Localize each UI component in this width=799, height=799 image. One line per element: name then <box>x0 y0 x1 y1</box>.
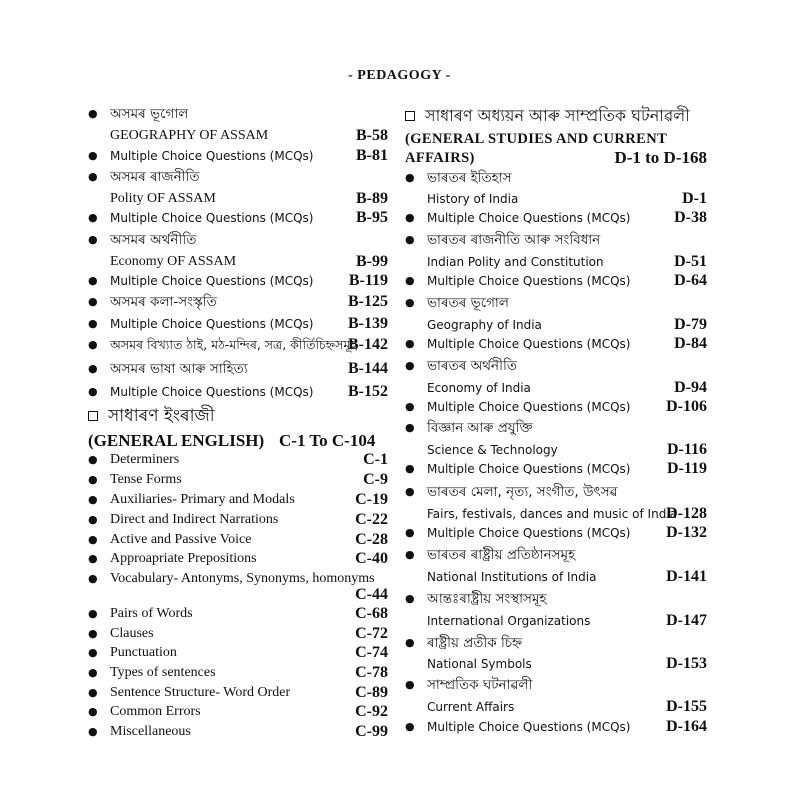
bullet-icon: ● <box>88 513 98 526</box>
toc-entry <box>88 549 388 569</box>
bullet-icon: ● <box>88 686 98 699</box>
entry-label: History of India <box>427 192 519 206</box>
toc-entry <box>88 569 388 603</box>
bullet-icon: ● <box>405 462 415 475</box>
entry-page: B-99 <box>356 253 388 270</box>
toc-entry <box>405 315 707 335</box>
entry-page: D-84 <box>674 335 707 352</box>
entry-label: Vocabulary- Antonyms, Synonyms, homonyms <box>110 571 375 586</box>
entry-label: Multiple Choice Questions (MCQs) <box>427 462 631 476</box>
entry-page: B-89 <box>356 190 388 207</box>
toc-topic <box>88 167 388 187</box>
section-title <box>405 104 707 128</box>
bullet-icon: ● <box>88 493 98 506</box>
section-title-en-line2: AFFAIRS) <box>405 150 475 166</box>
entry-page: C-1 <box>363 451 388 468</box>
section-title-bn: সাধাৰণ ইংৰাজী <box>108 406 215 426</box>
toc-topic <box>88 230 388 250</box>
toc-entry <box>405 567 707 587</box>
toc-entry <box>88 189 388 209</box>
toc-entry <box>88 702 388 722</box>
section-range: C-1 To C-104 <box>279 431 376 450</box>
entry-page: D-1 <box>682 190 707 207</box>
bullet-icon: ● <box>88 646 98 659</box>
entry-label: Direct and Indirect Narrations <box>110 512 279 527</box>
bullet-icon: ● <box>405 359 415 372</box>
bullet-icon: ● <box>405 233 415 246</box>
toc-entry <box>405 440 707 460</box>
entry-label: Auxiliaries- Primary and Modals <box>110 492 295 507</box>
entry-label: Multiple Choice Questions (MCQs) <box>427 211 631 225</box>
section-subtitle <box>405 148 707 170</box>
entry-page: D-94 <box>674 379 707 396</box>
entry-page: B-142 <box>348 336 388 353</box>
bullet-icon: ● <box>405 296 415 309</box>
bullet-icon: ● <box>88 627 98 640</box>
bullet-icon: ● <box>405 171 415 184</box>
bullet-icon: ● <box>88 149 98 162</box>
toc-topic <box>405 356 707 376</box>
toc-entry <box>88 470 388 490</box>
bullet-icon: ● <box>88 170 98 183</box>
entry-label: Multiple Choice Questions (MCQs) <box>110 211 314 225</box>
entry-label: Economy of India <box>427 381 531 395</box>
checkbox-square-icon <box>405 111 415 121</box>
entry-page: C-68 <box>355 605 388 622</box>
entry-label: অসমৰ কলা-সংস্কৃতি <box>110 294 217 310</box>
entry-page: B-125 <box>348 293 388 310</box>
toc-topic <box>405 545 707 565</box>
toc-entry <box>88 359 388 379</box>
toc-entry <box>88 208 388 228</box>
topic-bn: সাম্প্ৰতিক ঘটনাৱলী <box>427 677 533 693</box>
toc-entry <box>405 697 707 717</box>
entry-page: D-155 <box>666 698 707 715</box>
toc-topic <box>88 104 388 124</box>
bullet-icon: ● <box>88 211 98 224</box>
entry-page: C-99 <box>355 723 388 740</box>
entry-label: অসমৰ ভাষা আৰু সাহিত্য <box>110 361 248 377</box>
entry-label: Multiple Choice Questions (MCQs) <box>427 274 631 288</box>
bullet-icon: ● <box>405 636 415 649</box>
toc-entry <box>405 271 707 291</box>
topic-bn: অসমৰ ভূগোল <box>110 106 189 122</box>
topic-bn: আন্তঃৰাষ্ট্ৰীয় সংস্থাসমূহ <box>427 591 547 607</box>
entry-page: C-19 <box>355 491 388 508</box>
topic-bn: ভাৰতৰ ভূগোল <box>427 295 509 311</box>
entry-page: B-119 <box>348 272 388 289</box>
topic-bn: ভাৰতৰ অৰ্থনীতি <box>427 358 517 374</box>
entry-page: C-89 <box>355 684 388 701</box>
bullet-icon: ● <box>405 274 415 287</box>
toc-entry <box>88 663 388 683</box>
entry-page: C-74 <box>355 644 388 661</box>
bullet-icon: ● <box>88 572 98 585</box>
bullet-icon: ● <box>88 233 98 246</box>
bullet-icon: ● <box>88 385 98 398</box>
page-header: - PEDAGOGY - <box>348 68 451 83</box>
entry-label: Polity OF ASSAM <box>110 191 216 206</box>
entry-page: C-92 <box>355 703 388 720</box>
entry-page: D-79 <box>674 316 707 333</box>
toc-entry <box>88 252 388 272</box>
entry-page: C-72 <box>355 625 388 642</box>
entry-label: Multiple Choice Questions (MCQs) <box>110 317 314 331</box>
entry-label: National Institutions of India <box>427 570 597 584</box>
toc-entry <box>405 189 707 209</box>
toc-entry <box>88 382 388 402</box>
toc-entry <box>405 252 707 272</box>
bullet-icon: ● <box>405 526 415 539</box>
topic-bn: অসমৰ অৰ্থনীতি <box>110 232 197 248</box>
bullet-icon: ● <box>405 485 415 498</box>
bullet-icon: ● <box>88 295 98 308</box>
toc-entry <box>88 722 388 742</box>
bullet-icon: ● <box>405 400 415 413</box>
section-subtitle <box>405 129 707 149</box>
entry-page: C-78 <box>355 664 388 681</box>
bullet-icon: ● <box>88 274 98 287</box>
entry-page: B-95 <box>356 209 388 226</box>
entry-page: D-128 <box>666 505 707 522</box>
topic-bn: অসমৰ ৰাজনীতি <box>110 169 200 185</box>
bullet-icon: ● <box>88 362 98 375</box>
entry-label: Approapriate Prepositions <box>110 551 257 566</box>
entry-page: D-141 <box>666 568 707 585</box>
toc-entry <box>88 292 388 312</box>
entry-label: National Symbols <box>427 657 532 671</box>
entry-label: Determiners <box>110 452 180 467</box>
toc-entry <box>405 504 707 524</box>
topic-bn: বিজ্ঞান আৰু প্ৰযুক্তি <box>427 420 533 436</box>
entry-page: D-119 <box>667 460 707 477</box>
checkbox-square-icon <box>88 411 98 421</box>
toc-entry <box>405 459 707 479</box>
topic-bn: ভাৰতৰ মেলা, নৃত্য, সংগীত, উৎসৱ <box>427 484 618 500</box>
entry-label: Current Affairs <box>427 700 515 714</box>
entry-page: B-144 <box>348 360 388 377</box>
toc-entry <box>405 334 707 354</box>
entry-page: D-164 <box>666 718 707 735</box>
toc-topic <box>405 230 707 250</box>
toc-entry <box>88 490 388 510</box>
toc-entry <box>405 397 707 417</box>
entry-page: B-58 <box>356 127 388 144</box>
entry-label: Common Errors <box>110 704 201 719</box>
entry-label: Clauses <box>110 626 154 641</box>
entry-label: Indian Polity and Constitution <box>427 255 604 269</box>
toc-topic <box>405 589 707 609</box>
bullet-icon: ● <box>88 607 98 620</box>
entry-label: Science & Technology <box>427 443 558 457</box>
entry-label: Multiple Choice Questions (MCQs) <box>427 720 631 734</box>
bullet-icon: ● <box>88 338 98 351</box>
entry-page: C-28 <box>355 531 388 548</box>
toc-entry <box>88 146 388 166</box>
toc-entry <box>88 624 388 644</box>
topic-bn: ভাৰতৰ ৰাষ্ট্ৰীয় প্ৰতিষ্ঠানসমূহ <box>427 547 576 563</box>
bullet-icon: ● <box>405 421 415 434</box>
bullet-icon: ● <box>405 678 415 691</box>
entry-page: D-64 <box>674 272 707 289</box>
entry-label: Geography of India <box>427 318 542 332</box>
bullet-icon: ● <box>88 533 98 546</box>
section-title-en: (GENERAL ENGLISH) <box>88 431 265 450</box>
entry-label: Multiple Choice Questions (MCQs) <box>427 400 631 414</box>
bullet-icon: ● <box>88 725 98 738</box>
toc-topic <box>405 675 707 695</box>
bullet-icon: ● <box>88 317 98 330</box>
topic-bn: ৰাষ্ট্ৰীয় প্ৰতীক চিহ্ন <box>427 635 523 651</box>
bullet-icon: ● <box>88 107 98 120</box>
toc-entry <box>405 208 707 228</box>
toc-topic <box>405 168 707 188</box>
entry-page: D-51 <box>674 253 707 270</box>
bullet-icon: ● <box>405 592 415 605</box>
entry-label: Punctuation <box>110 645 177 660</box>
section-title-bn: সাধাৰণ অধ্যয়ন আৰু সাম্প্ৰতিক ঘটনাৱলী <box>425 106 690 125</box>
section-title <box>88 404 388 428</box>
toc-entry <box>88 530 388 550</box>
toc-entry <box>405 523 707 543</box>
entry-page: C-22 <box>355 511 388 528</box>
toc-entry <box>88 314 388 334</box>
bullet-icon: ● <box>405 211 415 224</box>
section-title-en-line1: (GENERAL STUDIES AND CURRENT <box>405 131 668 147</box>
entry-page: D-116 <box>667 441 707 458</box>
section-range: D-1 to D-168 <box>614 148 707 167</box>
entry-label: Pairs of Words <box>110 606 193 621</box>
toc-entry <box>88 271 388 291</box>
entry-label: Miscellaneous <box>110 724 191 739</box>
bullet-icon: ● <box>405 337 415 350</box>
entry-page: D-147 <box>666 612 707 629</box>
entry-label: Multiple Choice Questions (MCQs) <box>427 337 631 351</box>
entry-label: Sentence Structure- Word Order <box>110 685 291 700</box>
entry-label: Multiple Choice Questions (MCQs) <box>110 149 314 163</box>
toc-topic <box>405 482 707 502</box>
toc-entry <box>405 717 707 737</box>
toc-entry <box>88 683 388 703</box>
entry-label: Tense Forms <box>110 472 182 487</box>
entry-page: D-153 <box>666 655 707 672</box>
entry-page: C-44 <box>355 586 388 603</box>
entry-page: B-81 <box>356 147 388 164</box>
toc-entry <box>405 654 707 674</box>
entry-page: B-139 <box>348 315 388 332</box>
bullet-icon: ● <box>88 473 98 486</box>
entry-label: Multiple Choice Questions (MCQs) <box>427 526 631 540</box>
bullet-icon: ● <box>88 552 98 565</box>
entry-page: C-9 <box>363 471 388 488</box>
entry-label: Multiple Choice Questions (MCQs) <box>110 274 314 288</box>
topic-bn: ভাৰতৰ ইতিহাস <box>427 170 512 186</box>
entry-page: D-38 <box>674 209 707 226</box>
entry-label: Multiple Choice Questions (MCQs) <box>110 385 314 399</box>
toc-entry <box>88 335 388 355</box>
toc-topic <box>405 633 707 653</box>
entry-label: Economy OF ASSAM <box>110 254 237 269</box>
topic-bn: ভাৰতৰ ৰাজনীতি আৰু সংবিধান <box>427 232 601 248</box>
toc-entry <box>405 378 707 398</box>
toc-entry <box>88 604 388 624</box>
bullet-icon: ● <box>405 720 415 733</box>
entry-label: International Organizations <box>427 614 591 628</box>
bullet-icon: ● <box>88 705 98 718</box>
entry-page: C-40 <box>355 550 388 567</box>
entry-page: B-152 <box>348 383 388 400</box>
entry-page: D-106 <box>666 398 707 415</box>
toc-entry <box>88 126 388 146</box>
toc-entry <box>88 450 388 470</box>
toc-topic <box>405 418 707 438</box>
entry-label: GEOGRAPHY OF ASSAM <box>110 128 269 143</box>
bullet-icon: ● <box>88 666 98 679</box>
toc-entry <box>88 510 388 530</box>
toc-topic <box>405 293 707 313</box>
bullet-icon: ● <box>405 548 415 561</box>
entry-page: D-132 <box>666 524 707 541</box>
entry-label: Fairs, festivals, dances and music of India <box>427 507 678 521</box>
entry-label: অসমৰ বিখ্যাত ঠাই, মঠ-মন্দিৰ, সত্ৰ, কীৰ্তিচিহ্নসমূহ <box>110 337 357 352</box>
bullet-icon: ● <box>88 453 98 466</box>
entry-label: Active and Passive Voice <box>110 532 252 547</box>
toc-entry <box>88 643 388 663</box>
toc-entry <box>405 611 707 631</box>
entry-label: Types of sentences <box>110 665 216 680</box>
